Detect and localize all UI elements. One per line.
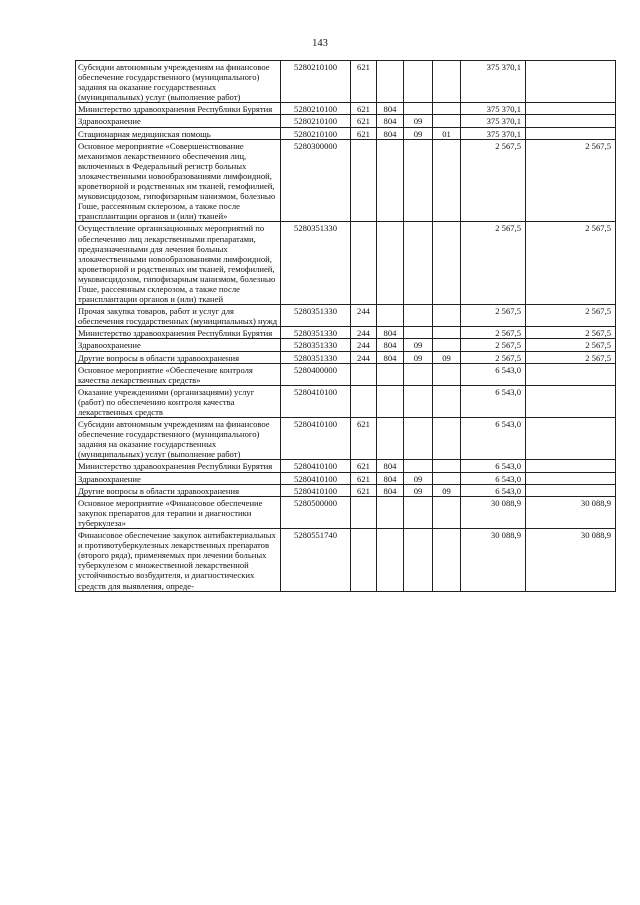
cell-csr: 5280300000 [281,139,351,222]
cell-sum1: 375 370,1 [461,103,526,115]
cell-sum2 [526,61,616,103]
cell-rz [404,61,433,103]
cell-sum1: 2 567,5 [461,351,526,363]
cell-sum2 [526,103,616,115]
cell-name: Стационарная медицинская помощь [76,127,281,139]
cell-rz [404,385,433,417]
cell-vr: 621 [351,472,377,484]
table-row [76,139,616,222]
cell-sum1: 375 370,1 [461,115,526,127]
cell-vr: 621 [351,418,377,460]
cell-sum1: 2 567,5 [461,139,526,222]
cell-ved [377,529,404,592]
cell-vr: 621 [351,460,377,472]
cell-ved [377,418,404,460]
cell-pr [433,115,461,127]
cell-sum2: 2 567,5 [526,351,616,363]
cell-ved: 804 [377,472,404,484]
cell-csr: 5280210100 [281,115,351,127]
cell-sum2 [526,385,616,417]
cell-pr [433,472,461,484]
cell-name: Здравоохранение [76,115,281,127]
table-row [76,385,616,417]
cell-pr [433,363,461,385]
cell-vr [351,222,377,305]
cell-vr [351,385,377,417]
table-row [76,484,616,496]
cell-name: Другие вопросы в области здравоохранения [76,351,281,363]
cell-csr: 5280400000 [281,363,351,385]
cell-name: Субсидии автономным учреждениям на финансовое обеспечение государственного (муниципального) задания на оказание государственных (муниципальных) услуг (выполнение работ) [76,61,281,103]
cell-sum2 [526,363,616,385]
cell-vr: 244 [351,305,377,327]
page-number: 143 [312,38,328,49]
cell-pr [433,222,461,305]
cell-vr: 244 [351,339,377,351]
cell-ved [377,222,404,305]
cell-sum1: 6 543,0 [461,484,526,496]
cell-csr: 5280410100 [281,460,351,472]
cell-ved [377,363,404,385]
cell-name: Здравоохранение [76,472,281,484]
cell-name: Оказание учреждениями (организациями) услуг (работ) по обеспечению контроля качества лекарственных средств [76,385,281,417]
cell-sum1: 2 567,5 [461,305,526,327]
table-row [76,61,616,103]
cell-sum1: 2 567,5 [461,327,526,339]
cell-rz [404,418,433,460]
table-row [76,222,616,305]
cell-rz [404,222,433,305]
cell-vr: 621 [351,484,377,496]
cell-name: Министерство здравоохранения Республики Бурятия [76,103,281,115]
cell-sum2 [526,418,616,460]
cell-sum1: 6 543,0 [461,472,526,484]
cell-sum2: 30 088,9 [526,496,616,528]
table-row [76,339,616,351]
cell-csr: 5280351330 [281,339,351,351]
cell-rz: 09 [404,484,433,496]
cell-sum2 [526,115,616,127]
cell-vr: 621 [351,127,377,139]
cell-ved: 804 [377,115,404,127]
cell-ved [377,139,404,222]
cell-csr: 5280351330 [281,351,351,363]
cell-rz: 09 [404,115,433,127]
table-row [76,529,616,592]
cell-vr [351,529,377,592]
cell-pr [433,305,461,327]
table-row [76,496,616,528]
cell-sum2: 2 567,5 [526,139,616,222]
cell-csr: 5280210100 [281,127,351,139]
cell-csr: 5280351330 [281,222,351,305]
cell-sum1: 2 567,5 [461,339,526,351]
cell-vr: 244 [351,327,377,339]
cell-csr: 5280410100 [281,484,351,496]
cell-csr: 5280410100 [281,472,351,484]
cell-pr [433,339,461,351]
cell-sum2: 2 567,5 [526,339,616,351]
table-row [76,327,616,339]
cell-name: Прочая закупка товаров, работ и услуг для обеспечения государственных (муниципальных) нужд [76,305,281,327]
cell-csr: 5280410100 [281,418,351,460]
cell-ved [377,61,404,103]
cell-sum2: 30 088,9 [526,529,616,592]
cell-rz [404,460,433,472]
cell-pr [433,327,461,339]
cell-csr: 5280551740 [281,529,351,592]
cell-sum1: 375 370,1 [461,61,526,103]
cell-rz: 09 [404,127,433,139]
table-row [76,115,616,127]
cell-pr [433,385,461,417]
cell-vr [351,363,377,385]
cell-rz: 09 [404,472,433,484]
cell-sum2 [526,460,616,472]
cell-name: Финансовое обеспечение закупок антибактериальных и противотуберкулезных лекарственных препаратов (второго ряда), применяемых при лечении больных туберкулезом с множественной лекарственной устойчивостью возбудителя, и диагностических средств для выявления, опреде- [76,529,281,592]
cell-csr: 5280351330 [281,305,351,327]
cell-sum1: 6 543,0 [461,418,526,460]
cell-pr [433,139,461,222]
cell-pr [433,460,461,472]
cell-rz [404,103,433,115]
cell-csr: 5280500000 [281,496,351,528]
cell-csr: 5280210100 [281,103,351,115]
cell-csr: 5280410100 [281,385,351,417]
cell-rz [404,363,433,385]
cell-ved: 804 [377,103,404,115]
cell-ved [377,305,404,327]
cell-pr [433,103,461,115]
cell-vr: 621 [351,115,377,127]
budget-table [75,60,616,592]
table-row [76,363,616,385]
cell-ved: 804 [377,484,404,496]
cell-pr: 01 [433,127,461,139]
cell-vr [351,496,377,528]
cell-name: Основное мероприятие «Финансовое обеспечение закупок препаратов для терапии и диагностики туберкулеза» [76,496,281,528]
cell-ved: 804 [377,351,404,363]
cell-ved: 804 [377,339,404,351]
table-row [76,127,616,139]
cell-sum2: 2 567,5 [526,327,616,339]
cell-ved: 804 [377,127,404,139]
table-row [76,472,616,484]
cell-sum2 [526,484,616,496]
cell-rz [404,496,433,528]
cell-sum1: 6 543,0 [461,363,526,385]
cell-vr [351,139,377,222]
cell-vr: 621 [351,103,377,115]
cell-sum1: 30 088,9 [461,529,526,592]
cell-sum1: 6 543,0 [461,385,526,417]
cell-ved [377,496,404,528]
cell-sum2 [526,472,616,484]
cell-pr [433,418,461,460]
budget-table-body [76,61,616,592]
cell-sum1: 375 370,1 [461,127,526,139]
cell-rz [404,305,433,327]
cell-name: Министерство здравоохранения Республики Бурятия [76,327,281,339]
cell-csr: 5280351330 [281,327,351,339]
cell-name: Здравоохранение [76,339,281,351]
cell-vr: 244 [351,351,377,363]
cell-name: Основное мероприятие «Совершенствование механизмов лекарственного обеспечения лиц, включенных в Федеральный регистр больных злокачественными новообразованиями лимфоидной, кроветворной и родственных им тканей, гемофилией, муковисцидозом, гипофизарным нанизмом, болезнью Гоше, рассеянным склерозом, а также после трансплантации органов и (или) тканей» [76,139,281,222]
cell-pr [433,529,461,592]
cell-rz [404,529,433,592]
table-row [76,418,616,460]
cell-name: Основное мероприятие «Обеспечение контроля качества лекарственных средств» [76,363,281,385]
cell-name: Субсидии автономным учреждениям на финансовое обеспечение государственного (муниципального) задания на оказание государственных (муниципальных) услуг (выполнение работ) [76,418,281,460]
cell-name: Министерство здравоохранения Республики Бурятия [76,460,281,472]
cell-rz: 09 [404,351,433,363]
cell-vr: 621 [351,61,377,103]
cell-ved: 804 [377,327,404,339]
table-row [76,305,616,327]
cell-pr [433,61,461,103]
cell-pr: 09 [433,484,461,496]
cell-sum2: 2 567,5 [526,222,616,305]
cell-sum1: 6 543,0 [461,460,526,472]
cell-name: Осуществление организационных мероприятий по обеспечению лиц лекарственными препаратами, предназначенными для лечения больных злокачественными новообразованиями лимфоидной, кроветворной и родственных им тканей, гемофилией, муковисцидозом, гипофизарным нанизмом, болезнью Гоше, рассеянным склерозом, а также после трансплантации органов и (или) тканей [76,222,281,305]
cell-sum1: 30 088,9 [461,496,526,528]
cell-sum2 [526,127,616,139]
table-row [76,351,616,363]
table-row [76,460,616,472]
cell-csr: 5280210100 [281,61,351,103]
cell-sum2: 2 567,5 [526,305,616,327]
cell-ved [377,385,404,417]
cell-rz [404,327,433,339]
cell-ved: 804 [377,460,404,472]
cell-name: Другие вопросы в области здравоохранения [76,484,281,496]
cell-pr [433,496,461,528]
table-row [76,103,616,115]
cell-sum1: 2 567,5 [461,222,526,305]
cell-rz [404,139,433,222]
cell-rz: 09 [404,339,433,351]
cell-pr: 09 [433,351,461,363]
